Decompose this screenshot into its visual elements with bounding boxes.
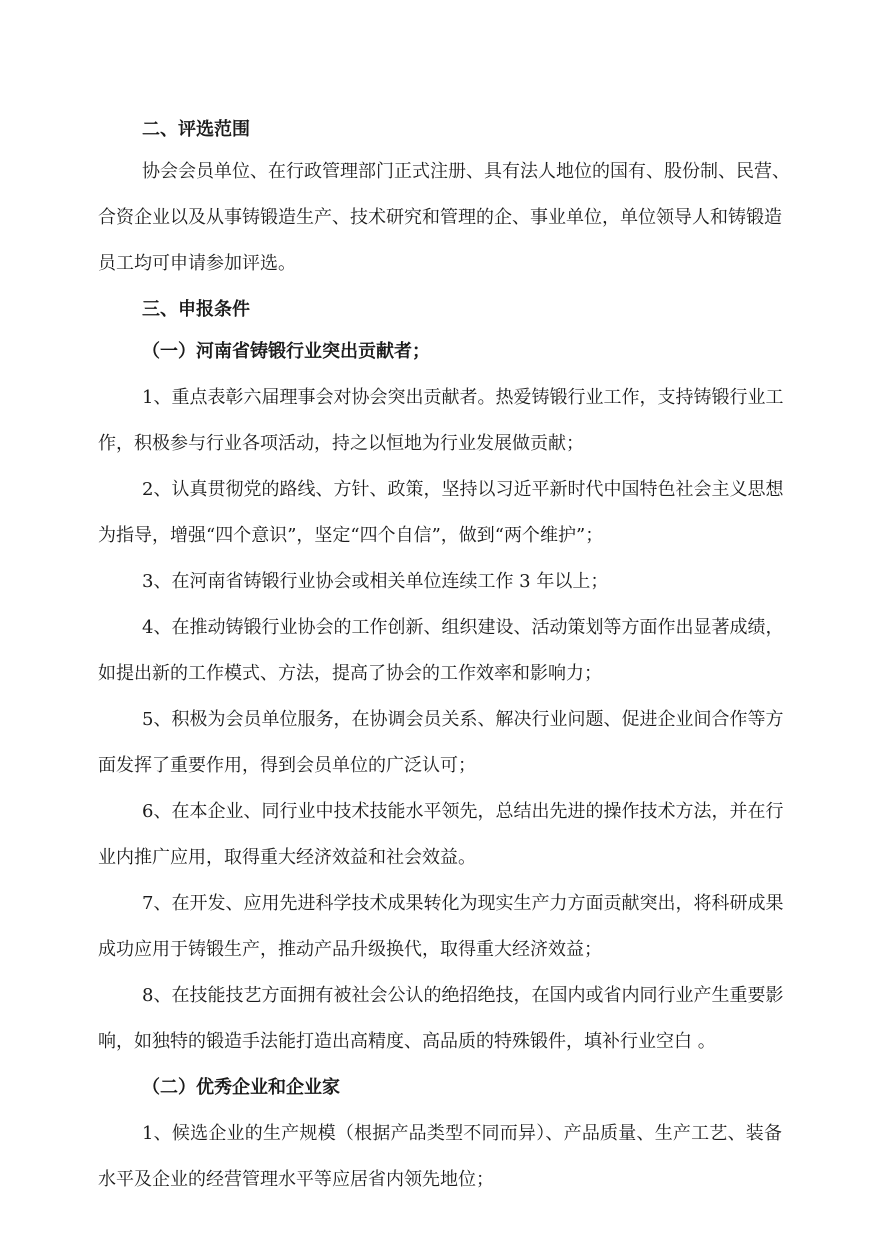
list-item-line: 1、重点表彰六届理事会对协会突出贡献者。热爱铸锻行业工作，支持铸锻行业工 [142, 387, 784, 408]
list-item-line: 4、在推动铸锻行业协会的工作创新、组织建设、活动策划等方面作出显著成绩， [142, 617, 784, 638]
list-item-line: 为指导，增强“四个意识”，坚定“四个自信”，做到“两个维护”； [98, 525, 604, 546]
list-item-line: 面发挥了重要作用，得到会员单位的广泛认可； [98, 755, 476, 776]
list-item-line: 水平及企业的经营管理水平等应居省内领先地位； [98, 1169, 494, 1190]
list-item-line: 3、在河南省铸锻行业协会或相关单位连续工作 3 年以上； [142, 571, 609, 592]
paragraph-line: 合资企业以及从事铸锻造生产、技术研究和管理的企、事业单位，单位领导人和铸锻造 [98, 207, 782, 228]
list-item-line: 1、候选企业的生产规模（根据产品类型不同而异）、产品质量、生产工艺、装备 [142, 1123, 782, 1144]
list-item-line: 5、积极为会员单位服务，在协调会员关系、解决行业问题、促进企业间合作等方 [142, 709, 784, 730]
document-body [98, 118, 790, 1192]
list-item-line: 如提出新的工作模式、方法，提高了协会的工作效率和影响力； [98, 663, 602, 684]
list-item-line: 业内推广应用，取得重大经济效益和社会效益。 [98, 847, 476, 868]
list-item-line: 响，如独特的锻造手法能打造出高精度、高品质的特殊锻件，填补行业空白 。 [98, 1031, 716, 1052]
list-item-line: 7、在开发、应用先进科学技术成果转化为现实生产力方面贡献突出，将科研成果 [142, 893, 784, 914]
subsection-heading-contributors: （一）河南省铸锻行业突出贡献者； [142, 341, 430, 362]
list-item-line: 2、认真贯彻党的路线、方针、政策，坚持以习近平新时代中国特色社会主义思想 [142, 479, 784, 500]
subsection-heading-enterprises: （二）优秀企业和企业家 [142, 1077, 340, 1098]
list-item-line: 6、在本企业、同行业中技术技能水平领先，总结出先进的操作技术方法，并在行 [142, 801, 784, 822]
list-item-line: 作，积极参与行业各项活动，持之以恒地为行业发展做贡献； [98, 433, 584, 454]
section-heading-conditions: 三、申报条件 [142, 299, 250, 320]
list-item-line: 成功应用于铸锻生产，推动产品升级换代，取得重大经济效益； [98, 939, 602, 960]
list-item-line: 8、在技能技艺方面拥有被社会公认的绝招绝技，在国内或省内同行业产生重要影 [142, 985, 784, 1006]
paragraph-line: 员工均可申请参加评选。 [98, 253, 296, 274]
section-heading-scope: 二、评选范围 [142, 119, 250, 140]
paragraph-line: 协会会员单位、在行政管理部门正式注册、具有法人地位的国有、股份制、民营、 [142, 161, 790, 182]
